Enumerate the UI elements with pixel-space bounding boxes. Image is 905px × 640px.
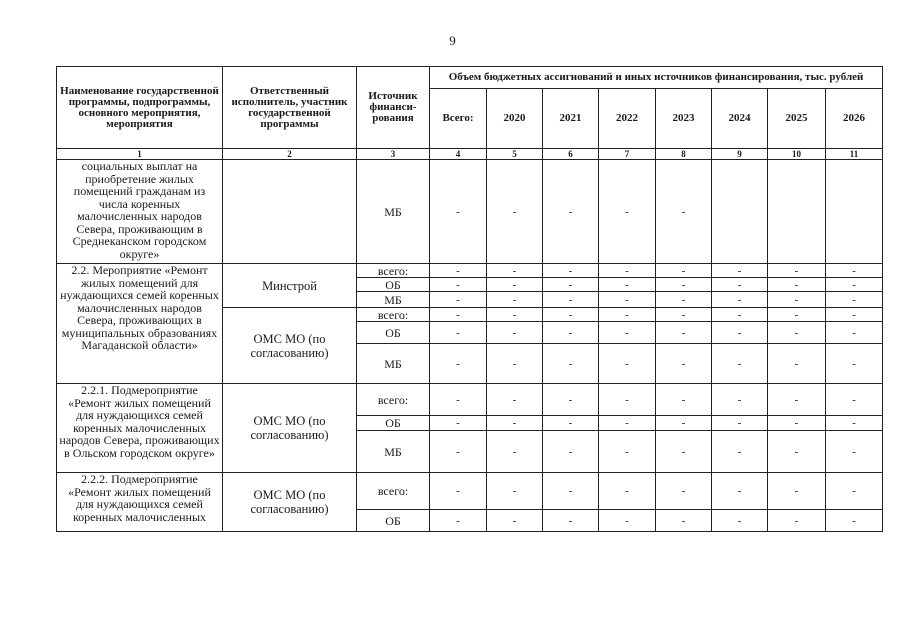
value-cell: -: [712, 416, 768, 431]
value-cell: -: [656, 416, 712, 431]
value-cell: -: [599, 510, 656, 532]
value-cell: -: [599, 384, 656, 416]
header-name: Наименование государственной программы, подпрограммы, основного мероприятия, мероприятия: [57, 67, 223, 149]
measure-2-2-name: 2.2. Мероприятие «Ремонт жилых помещений для нуждающихся семей коренных малочисленных народов Севера, проживающих в муниципальных образованиях Магаданской области»: [57, 264, 223, 384]
value-cell: -: [543, 384, 599, 416]
header-year: 2025: [768, 89, 826, 149]
value-cell: -: [768, 384, 826, 416]
source-total: всего:: [357, 308, 430, 322]
source-total: всего:: [357, 473, 430, 510]
value-cell: -: [487, 431, 543, 473]
submeasure-2-2-1-name: 2.2.1. Подмероприятие «Ремонт жилых помещений для нуждающихся семей коренных малочисленных народов Севера, проживающих в Ольском городском округе»: [57, 384, 223, 473]
value-cell: -: [487, 416, 543, 431]
value-cell: -: [656, 322, 712, 344]
value-cell: -: [712, 344, 768, 384]
header-year: 2023: [656, 89, 712, 149]
value-cell: -: [656, 308, 712, 322]
source-mb: МБ: [357, 431, 430, 473]
value-cell: -: [826, 322, 883, 344]
value-cell: -: [768, 473, 826, 510]
value-cell: -: [768, 308, 826, 322]
source-ob: ОБ: [357, 322, 430, 344]
value-cell: -: [487, 510, 543, 532]
header-source: Источник финанси-рования: [357, 67, 430, 149]
submeasure-2-2-2-name: 2.2.2. Подмероприятие «Ремонт жилых помещений для нуждающихся семей коренных малочисленных: [57, 473, 223, 532]
column-number: 5: [487, 149, 543, 160]
value-cell: -: [430, 322, 487, 344]
value-cell: -: [712, 308, 768, 322]
value-cell: -: [430, 278, 487, 292]
value-cell: -: [712, 292, 768, 308]
column-number: 7: [599, 149, 656, 160]
value-cell: -: [826, 292, 883, 308]
value-cell: -: [599, 292, 656, 308]
value-cell: -: [712, 384, 768, 416]
value-cell: -: [543, 322, 599, 344]
value-cell: -: [543, 278, 599, 292]
value-cell: -: [712, 431, 768, 473]
value-cell: -: [487, 322, 543, 344]
value-cell: -: [599, 344, 656, 384]
value-cell: -: [768, 292, 826, 308]
value-cell: -: [430, 344, 487, 384]
value-cell: -: [656, 510, 712, 532]
value-cell: -: [430, 264, 487, 278]
responsible-oms-mo: ОМС МО (по согласованию): [223, 308, 357, 384]
value-cell: -: [826, 264, 883, 278]
header-year: 2022: [599, 89, 656, 149]
value-cell: -: [543, 292, 599, 308]
value-cell: -: [543, 344, 599, 384]
value-cell: [712, 160, 768, 264]
column-number: 1: [57, 149, 223, 160]
value-cell: -: [487, 292, 543, 308]
column-number: 3: [357, 149, 430, 160]
value-cell: -: [487, 473, 543, 510]
source-ob: ОБ: [357, 510, 430, 532]
column-number: 2: [223, 149, 357, 160]
value-cell: -: [599, 264, 656, 278]
value-cell: -: [768, 431, 826, 473]
value-cell: -: [768, 264, 826, 278]
column-number: 4: [430, 149, 487, 160]
column-number: 8: [656, 149, 712, 160]
value-cell: -: [656, 160, 712, 264]
value-cell: -: [826, 344, 883, 384]
value-cell: -: [543, 160, 599, 264]
value-cell: -: [656, 431, 712, 473]
value-cell: -: [430, 416, 487, 431]
value-cell: -: [826, 278, 883, 292]
responsible-empty: [223, 160, 357, 264]
value-cell: -: [656, 473, 712, 510]
value-cell: -: [487, 278, 543, 292]
value-cell: -: [826, 416, 883, 431]
value-cell: -: [656, 264, 712, 278]
source-ob: ОБ: [357, 278, 430, 292]
value-cell: -: [543, 473, 599, 510]
column-number: 6: [543, 149, 599, 160]
value-cell: -: [430, 384, 487, 416]
column-number: 9: [712, 149, 768, 160]
budget-table: [56, 66, 883, 532]
value-cell: -: [712, 322, 768, 344]
value-cell: -: [543, 510, 599, 532]
value-cell: -: [430, 160, 487, 264]
source-mb: МБ: [357, 160, 430, 264]
value-cell: -: [430, 292, 487, 308]
value-cell: [768, 160, 826, 264]
value-cell: -: [430, 308, 487, 322]
value-cell: -: [599, 431, 656, 473]
source-mb: МБ: [357, 292, 430, 308]
column-number: 10: [768, 149, 826, 160]
value-cell: -: [599, 473, 656, 510]
header-responsible: Ответственный исполнитель, участник государственной программы: [223, 67, 357, 149]
value-cell: -: [543, 264, 599, 278]
value-cell: -: [487, 384, 543, 416]
value-cell: -: [712, 510, 768, 532]
value-cell: -: [712, 264, 768, 278]
responsible-minstroy: Минстрой: [223, 264, 357, 308]
responsible-oms-mo: ОМС МО (по согласованию): [223, 384, 357, 473]
value-cell: -: [656, 292, 712, 308]
value-cell: -: [599, 322, 656, 344]
source-mb: МБ: [357, 344, 430, 384]
value-cell: -: [656, 344, 712, 384]
value-cell: -: [487, 160, 543, 264]
value-cell: -: [543, 416, 599, 431]
column-number: 11: [826, 149, 883, 160]
value-cell: -: [826, 473, 883, 510]
value-cell: -: [430, 510, 487, 532]
header-year: 2024: [712, 89, 768, 149]
source-total: всего:: [357, 264, 430, 278]
value-cell: -: [487, 264, 543, 278]
value-cell: -: [768, 322, 826, 344]
value-cell: -: [430, 473, 487, 510]
value-cell: [826, 160, 883, 264]
value-cell: -: [768, 278, 826, 292]
source-total: всего:: [357, 384, 430, 416]
header-year: 2026: [826, 89, 883, 149]
value-cell: -: [826, 308, 883, 322]
value-cell: -: [543, 431, 599, 473]
value-cell: -: [430, 431, 487, 473]
value-cell: -: [768, 344, 826, 384]
program-name-continuation: социальных выплат на приобретение жилых помещений гражданам из числа коренных малочисленных народов Севера, проживающим в Среднеканском городском округе»: [57, 160, 223, 264]
value-cell: -: [487, 308, 543, 322]
value-cell: -: [768, 416, 826, 431]
header-year: Всего:: [430, 89, 487, 149]
page-number: 9: [449, 33, 456, 48]
responsible-oms-mo: ОМС МО (по согласованию): [223, 473, 357, 532]
value-cell: -: [656, 278, 712, 292]
value-cell: -: [656, 384, 712, 416]
value-cell: -: [826, 431, 883, 473]
value-cell: -: [712, 473, 768, 510]
header-year: 2020: [487, 89, 543, 149]
value-cell: -: [768, 510, 826, 532]
value-cell: -: [712, 278, 768, 292]
value-cell: -: [599, 160, 656, 264]
value-cell: -: [826, 384, 883, 416]
value-cell: -: [599, 278, 656, 292]
source-ob: ОБ: [357, 416, 430, 431]
value-cell: -: [487, 344, 543, 384]
value-cell: -: [599, 416, 656, 431]
header-volume: Объем бюджетных ассигнований и иных источников финансирования, тыс. рублей: [430, 67, 883, 89]
header-year: 2021: [543, 89, 599, 149]
value-cell: -: [543, 308, 599, 322]
value-cell: -: [826, 510, 883, 532]
value-cell: -: [599, 308, 656, 322]
